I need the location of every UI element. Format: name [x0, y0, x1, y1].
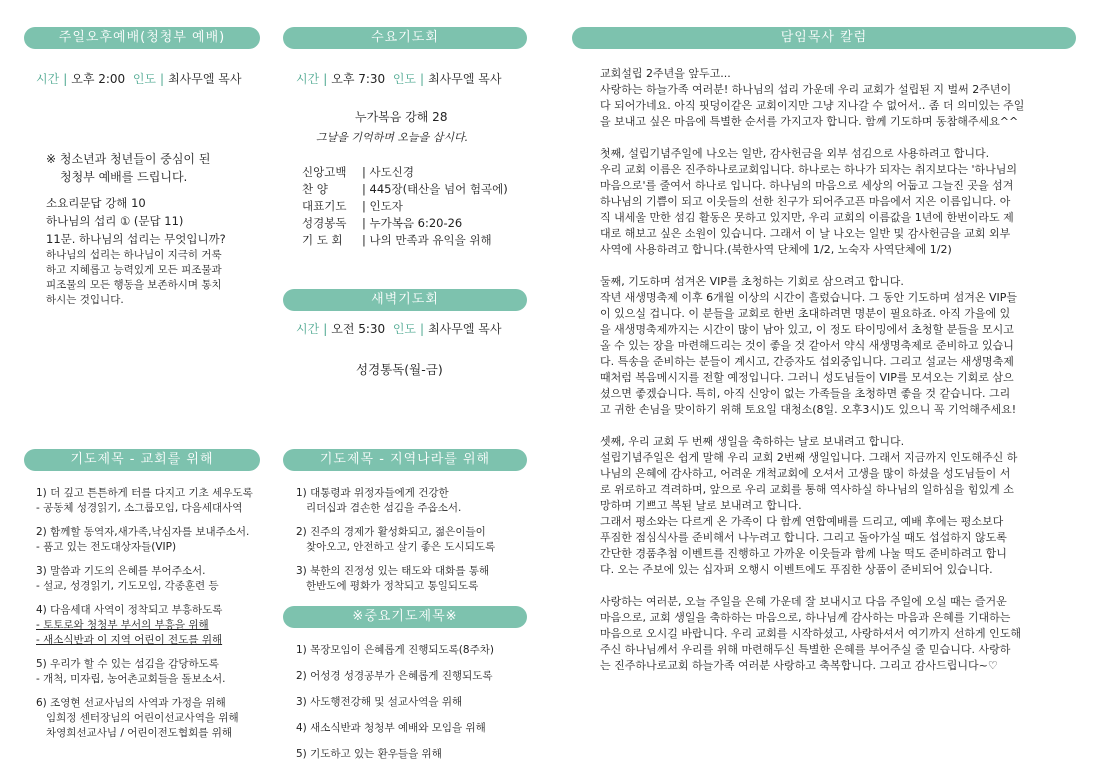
list-item: 5) 우리가 할 수 있는 섬김을 감당하도록 - 개척, 미자립, 농어촌교회들을 돌보소서. [36, 658, 226, 685]
column-paragraph: 셋째, 우리 교회 두 번째 생일을 축하하는 날로 보내려고 합니다. 설립기념주일은 쉽게 말해 우리 교회 2번째 생일입니다. 그래서 지금까지 인도해주신 하 나님의 은혜에 감사하고, 어려운 개척교회에 오셔서 고생을 많이 하셨을 성도님들이 서 로 위로하고 격려하며, 앞으로 우리 교회를 통해 역사하실 하나님의 일하심을 힘있게 소 망하며 기쁘고 복된 날로 보내려고 합니다. 그래서 평소와는 다르게 온 가족이 다 함께 연합예배를 드리고, 예배 후에는 평소보다 푸짐한 점심식사를 준비해서 나누려고 합니다. 그리고 돌아가실 때도 섭섭하지 않도록 간단한 경품추첨 이벤트를 진행하고 가까운 이웃들과 함께 나눌 떡도 준비하려고 합니 다. 오는 주보에 있는 십자퍼 오행시 이벤트에도 푸짐한 상품이 준비되어 있습니다. [600, 435, 1018, 576]
prayer-church-list [36, 486, 276, 750]
prayer-key-list [296, 643, 536, 762]
program-row: 기 도 회 | 나의 만족과 유익을 위해 [302, 233, 492, 247]
list-item: 2) 함께할 동역자,새가족,낙심자를 보내주소서. - 품고 있는 전도대상자들(VIP) [36, 526, 250, 553]
column-paragraph: 첫째, 설립기념주일에 나오는 일반, 감사헌금을 외부 섬김으로 사용하려고 합니다. 우리 교회 이름은 진주하나로교회입니다. 하나로는 하나가 되자는 취지보다는 '하나님의 마음으로'를 줄여서 하나로 입니다. 하나님의 마음으로 세상의 어둡고 그늘진 곳을 섬겨 하나님의 기쁨이 되고 이웃들의 선한 친구가 되어주고픈 마음에서 지은 이름입니다. 아 직 내세울 만한 섬김 활동은 못하고 있지만, 우리 교회의 이름값을 1년에 한번이라도 제 대로 해보고 싶은 소원이 있습니다. 그래서 이 날 나오는 일반 및 감사헌금을 교회 외부 사역에 사용하려고 합니다.(북한사역 단체에 1/2, 노숙자 사역단체에 1/2) [600, 147, 1018, 256]
dawn-prayer-title: 새벽기도회 [283, 289, 527, 311]
list-item: 1) 더 깊고 튼튼하게 터를 다지고 기초 세우도록 - 공동체 성경읽기, 소그룹모임, 다음세대사역 [36, 487, 253, 514]
list-item: 3) 북한의 진정성 있는 태도와 대화를 통해 한반도에 평화가 정착되고 통일되도록 [296, 565, 490, 592]
pastor-column-body [600, 66, 1044, 690]
prayer-church-title: 기도제목 - 교회를 위해 [24, 449, 260, 471]
catechism-title: 소요리문답 강해 10 [46, 196, 146, 210]
list-item: 2) 진주의 경제가 활성화되고, 젊은이들이 찾아오고, 안전하고 살기 좋은 도시되도록 [296, 526, 496, 553]
prayer-nation-list [296, 486, 536, 603]
time-label: 시간 [36, 72, 60, 86]
sunday-service-info: 시간 | 오후 2:00 인도 | 최사무엘 목사 [36, 72, 242, 86]
program-row: 성경봉독 | 누가복음 6:20-26 [302, 216, 463, 230]
program-row: 신앙고백 | 사도신경 [302, 165, 414, 179]
program-row: 대표기도 | 인도자 [302, 199, 403, 213]
wednesday-lecture: 누가복음 강해 28 [355, 110, 448, 124]
list-item: 4) 새소식반과 청청부 예배와 모임을 위해 [296, 722, 486, 734]
prayer-key-title: ※중요기도제목※ [283, 606, 527, 628]
list-item: 2) 어성경 성경공부가 은혜롭게 진행되도록 [296, 670, 493, 682]
dawn-content: 성경통독(월-금) [356, 362, 443, 377]
column-paragraph: 교회설립 2주년을 앞두고... 사랑하는 하늘가족 여러분! 하나님의 섭리 가운데 우리 교회가 설립된 지 벌써 2주년이 다 되어가네요. 아직 핏덩이같은 교회이지만 그냥 지나갈 수 없어서.. 좀 더 의미있는 주일 을 보내고 싶은 마음에 특별한 순서를 가지고자 합니다. 함께 기도하며 동참해주세요^^ [600, 67, 1025, 128]
pastor-column-title: 담임목사 칼럼 [572, 27, 1076, 49]
wednesday-prayer-title: 수요기도회 [283, 27, 527, 49]
q11-title: 11문. 하나님의 섭리는 무엇입니까? [46, 232, 226, 246]
wednesday-info: 시간 | 오후 7:30 인도 | 최사무엘 목사 [296, 72, 502, 86]
program-row: 찬 양 | 445장(태산을 넘어 험곡에) [302, 182, 508, 196]
column-paragraph: 둘째, 기도하며 섬겨온 VIP를 초청하는 기회로 삼으려고 합니다. 작년 새생명축제 이후 6개월 이상의 시간이 흘렀습니다. 그 동안 기도하며 섬겨온 VIP들 이 있으실 겁니다. 이 분들을 교회로 한번 초대하려면 명분이 필요하죠. 아직 가을에 있 을 새생명축제까지는 시간이 많이 남아 있고, 이 정도 타이밍에서 초청할 분들을 모시고 올 수 있는 장을 마련해드리는 것이 좋을 것 같아서 약식 새생명축제로 준비하고 있습니 다. 특송을 준비하는 분들이 계시고, 간증자도 섭외중입니다. 그리고 설교는 새생명축제 때처럼 복음메시지를 전할 예정입니다. 그러니 성도님들이 VIP를 모셔오는 기회로 삼으 셨으면 좋겠습니다. 특히, 아직 신앙이 없는 가족들을 초청하면 좋을 것 같습니다. 그리 고 귀한 손님을 맞이하기 위해 토요일 대청소(8일. 오후3시)도 있으니 꼭 기억해주세요! [600, 275, 1018, 416]
sunday-service-title: 주일오후예배(청청부 예배) [24, 27, 260, 49]
dawn-info: 시간 | 오전 5:30 인도 | 최사무엘 목사 [296, 322, 502, 336]
catechism-block [46, 194, 226, 248]
lead-value: 최사무엘 목사 [168, 72, 242, 86]
prayer-nation-title: 기도제목 - 지역나라를 위해 [283, 449, 527, 471]
time-value: 오후 2:00 [71, 72, 126, 86]
catechism-sub: 하나님의 섭리 ① (문답 11) [46, 214, 184, 228]
list-item: 1) 목장모임이 은혜롭게 진행되도록(8주차) [296, 644, 494, 656]
wednesday-motto: 그날을 기억하며 오늘을 삽시다. [316, 131, 469, 144]
lead-label: 인도 [132, 72, 157, 86]
sunday-notice: ※ 청소년과 청년들이 중심이 된 청청부 예배를 드립니다. [46, 152, 211, 184]
q11-answer: 하나님의 섭리는 하나님이 지극히 거룩 하고 지혜롭고 능력있게 모든 피조물과 피조물의 모든 행동을 보존하시며 통치 하시는 것입니다. [46, 249, 222, 306]
column-paragraph: 사랑하는 여러분, 오늘 주일을 은혜 가운데 잘 보내시고 다음 주일에 오실 때는 즐거운 마음으로, 교회 생일을 축하하는 마음으로, 하나님께 감사하는 마음과 은혜를 기대하는 마음으로 오시길 바랍니다. 우리 교회를 시작하셨고, 사랑하셔서 여기까지 선하게 인도해 주신 하나님께서 우리를 위해 마련해두신 특별한 은혜를 부어주실 줄 믿습니다. 사랑하 는 진주하나로교회 하늘가족 여러분 사랑하고 축복합니다. 그리고 감사드립니다~♡ [600, 595, 1021, 672]
list-item: 3) 말씀과 기도의 은혜를 부어주소서. - 설교, 성경읽기, 기도모임, 각종훈련 등 [36, 565, 219, 592]
list-item: 3) 사도행전강해 및 설교사역을 위해 [296, 696, 463, 708]
list-item: 4) 다음세대 사역이 정착되고 부흥하도록 - 토토로와 청청부 부서의 부흥을 위해 - 새소식반과 이 지역 어린이 전도를 위해 [36, 604, 223, 646]
list-item: 5) 기도하고 있는 환우들을 위해 [296, 748, 442, 760]
wednesday-program [302, 164, 508, 249]
list-item: 1) 대통령과 위정자들에게 건강한 리더십과 겸손한 섬김을 주옵소서. [296, 487, 462, 514]
list-item: 6) 조영현 선교사님의 사역과 가정을 위해 임희정 센터장님의 어린이선교사역을 위해 차영희선교사님 / 어린이전도협회를 위해 [36, 697, 239, 739]
